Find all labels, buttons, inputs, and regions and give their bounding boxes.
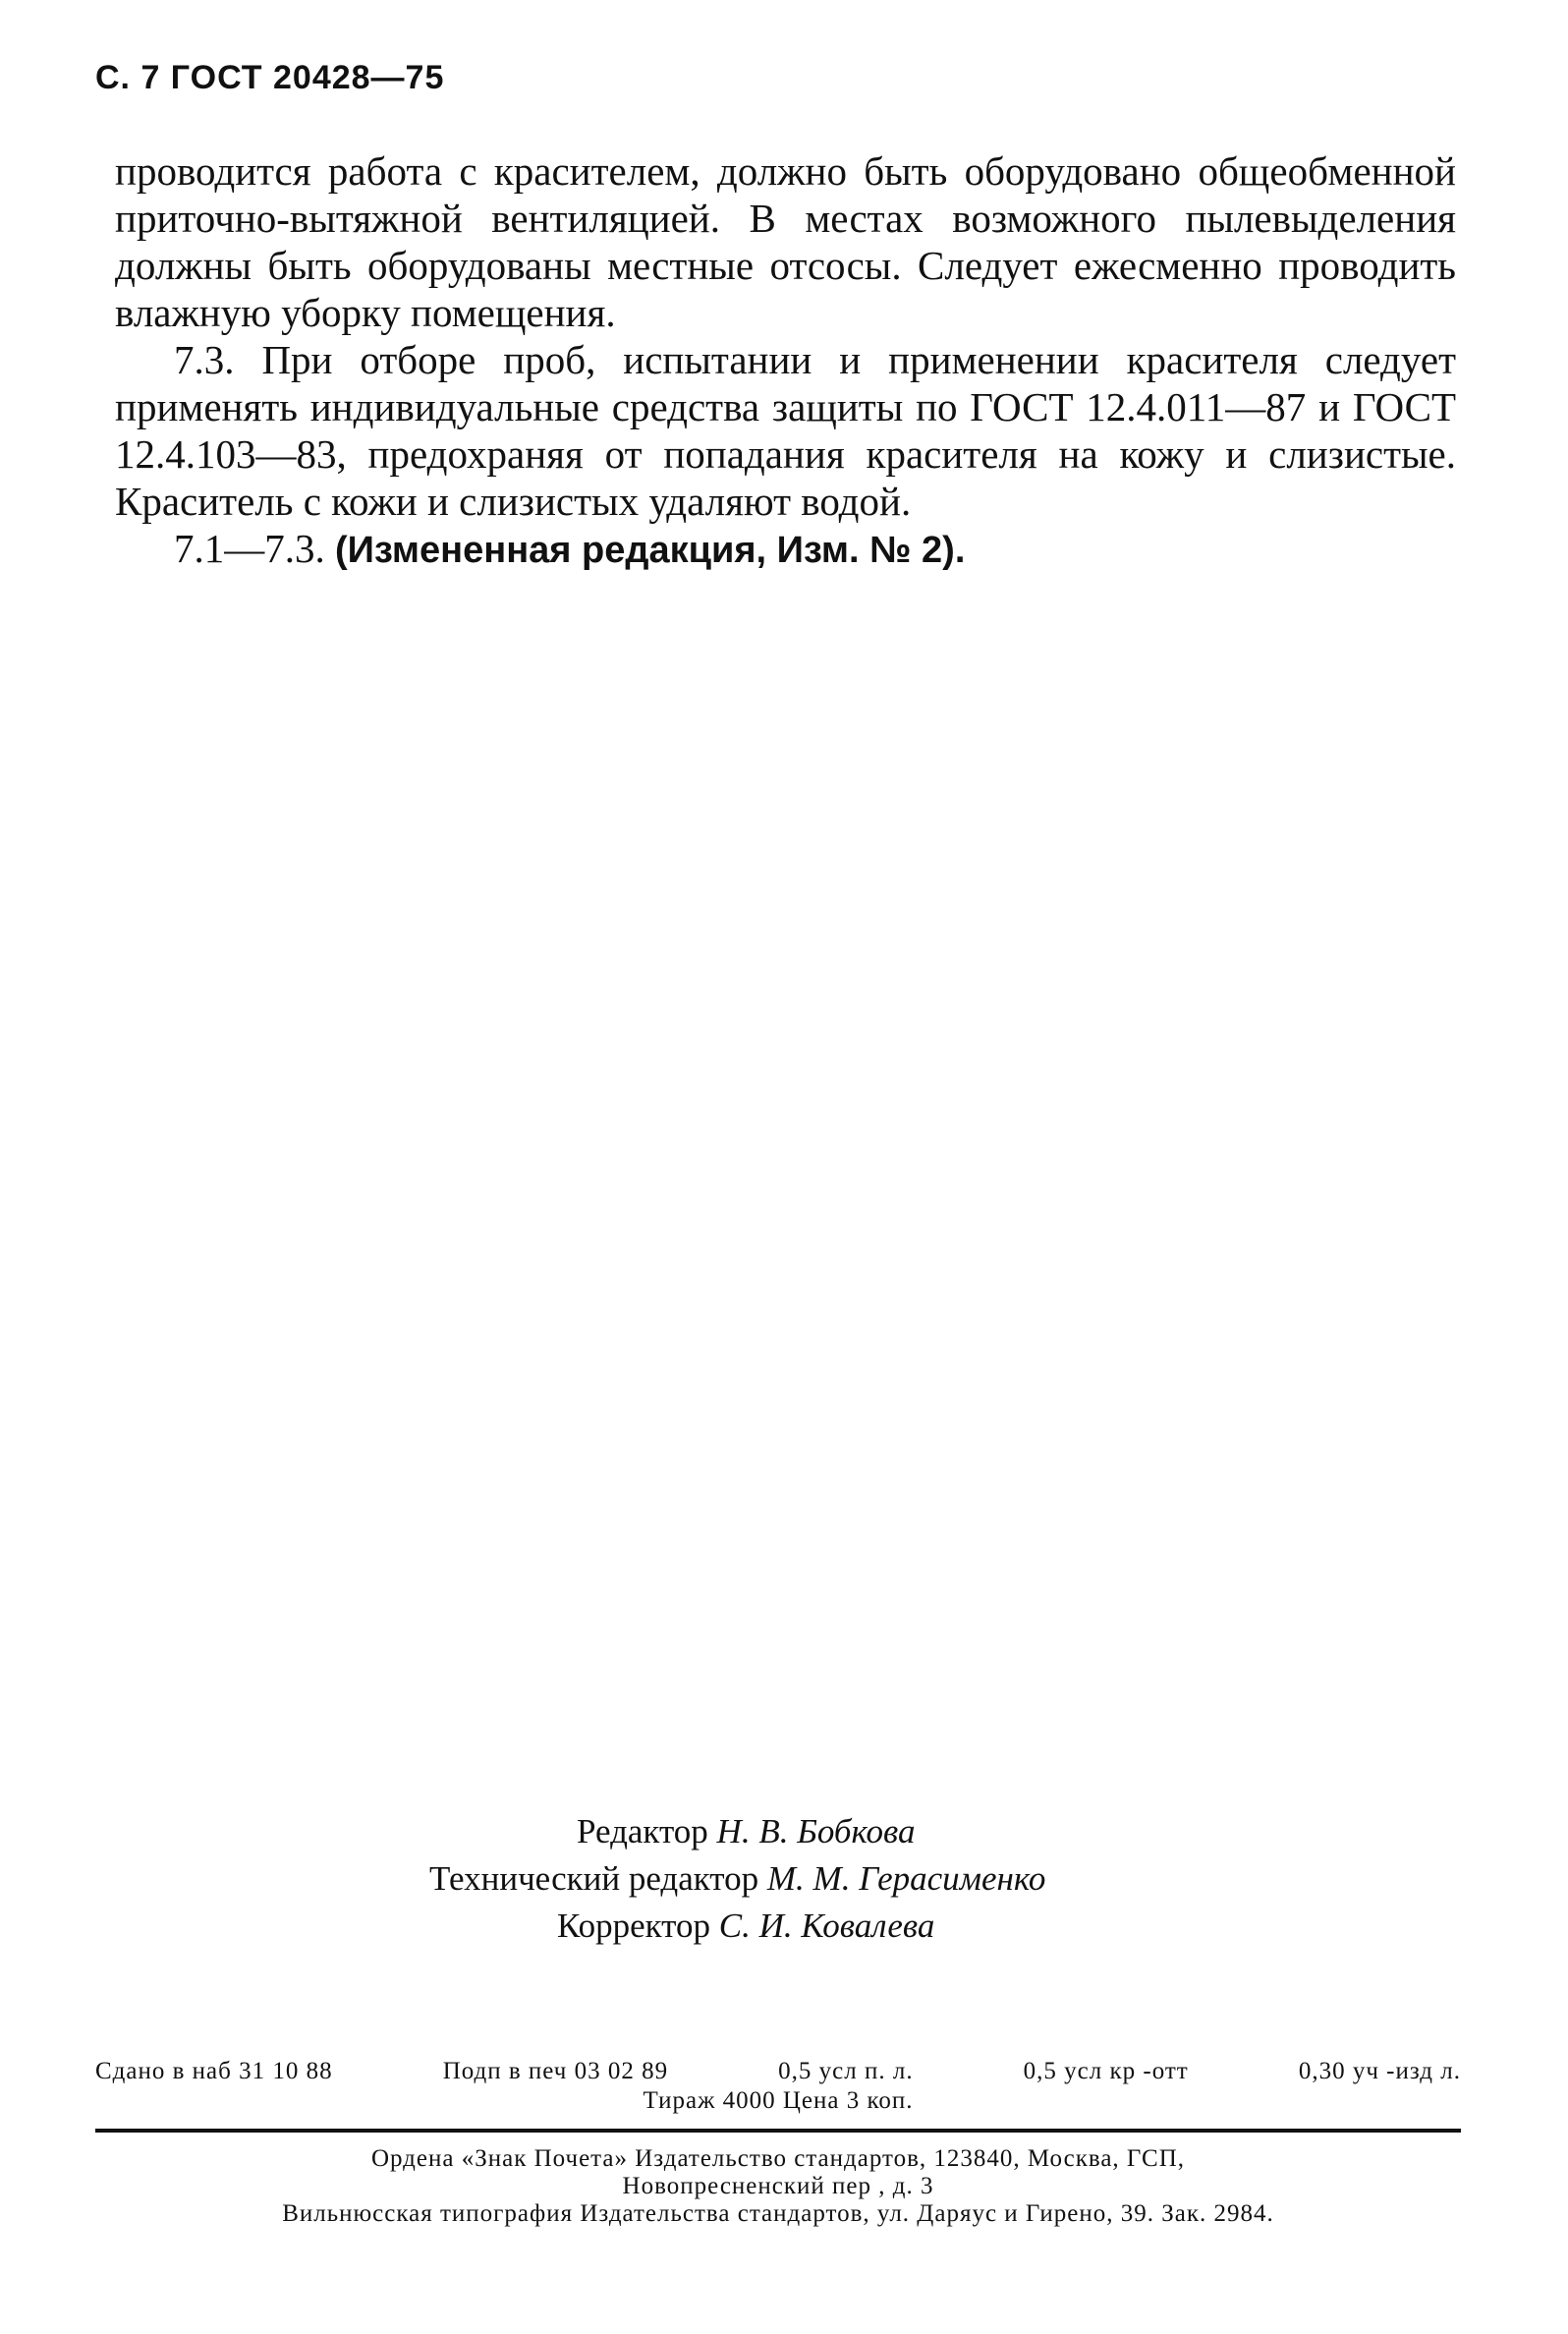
- imprint-publisher-sheets: 0,30 уч -изд л.: [1298, 2058, 1461, 2084]
- credit-name: С. И. Ковалева: [718, 1907, 935, 1945]
- credit-role: Технический редактор: [429, 1859, 759, 1898]
- imprint-submitted: Сдано в наб 31 10 88: [95, 2058, 333, 2084]
- credit-role: Корректор: [557, 1907, 711, 1945]
- imprint-signed: Подп в печ 03 02 89: [442, 2058, 669, 2084]
- amendment-ref: 7.1—7.3.: [174, 526, 325, 571]
- printer-line-1: Ордена «Знак Почета» Издательство стандартов, 123840, Москва, ГСП,: [370, 2145, 1186, 2172]
- imprint-block: [95, 2057, 1461, 2116]
- credit-name: М. М. Герасименко: [766, 1859, 1046, 1898]
- printer-line-2: Новопресненский пер , д. 3: [622, 2173, 934, 2199]
- amendment-note: [115, 525, 1456, 574]
- paragraph-continuation: проводится работа с красителем, должно быть оборудовано общеобменной приточно-вытяжной вентиляцией. В местах возможного пылевыделения должны быть оборудованы местные отсосы. Следует ежесменно проводить влажную уборку помещения.: [115, 148, 1456, 335]
- printer-line-3: Вильнюсская типография Издательства стандартов, ул. Даряус и Гирено, 39. Зак. 2984.: [282, 2200, 1274, 2227]
- imprint-color-sheets: 0,5 усл кр -отт: [1023, 2058, 1189, 2084]
- imprint-details: [95, 2057, 1461, 2086]
- page-header: С. 7 ГОСТ 20428—75: [95, 59, 445, 96]
- credit-name: Н. В. Бобкова: [716, 1812, 916, 1850]
- body-text: [115, 147, 1456, 574]
- credit-tech-editor: [429, 1855, 1568, 1903]
- credits-block: [0, 1808, 1568, 1950]
- credit-corrector: [557, 1903, 1568, 1950]
- printer-info: [95, 2145, 1461, 2228]
- paragraph-7-3: 7.3. При отборе проб, испытании и применении красителя следует применять индивидуальные средства защиты по ГОСТ 12.4.011—87 и ГОСТ 12.4.103—83, предохраняя от попадания красителя на кожу и слизистые. Краситель с кожи и слизистых удаляют водой.: [115, 337, 1456, 524]
- credit-role: Редактор: [577, 1812, 708, 1850]
- imprint-circulation: Тираж 4000 Цена 3 коп.: [643, 2087, 914, 2114]
- credit-editor: [577, 1808, 1568, 1855]
- imprint-print-sheets: 0,5 усл п. л.: [778, 2058, 914, 2084]
- divider-rule: [95, 2129, 1461, 2133]
- amendment-label: (Измененная редакция, Изм. № 2).: [335, 530, 966, 571]
